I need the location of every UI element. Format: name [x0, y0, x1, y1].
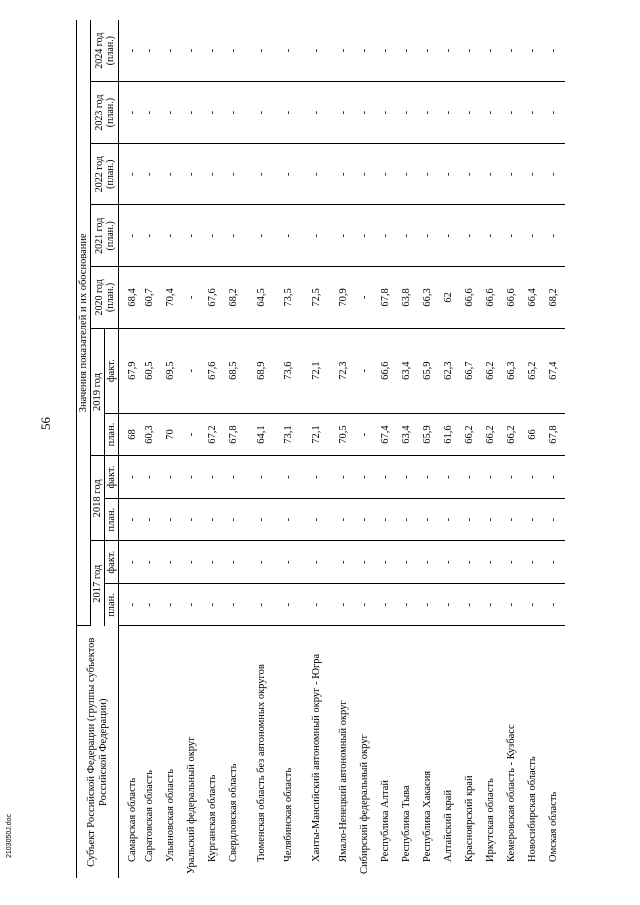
- value-cell: -: [355, 143, 376, 205]
- table-row: [544, 20, 565, 878]
- value-cell: -: [161, 498, 182, 541]
- value-cell: -: [460, 82, 481, 144]
- value-cell: 67,6: [203, 267, 224, 329]
- value-cell: 63,4: [397, 413, 418, 456]
- value-cell: 61,6: [439, 413, 460, 456]
- value-cell: -: [279, 541, 300, 584]
- value-cell: -: [203, 456, 224, 499]
- value-cell: -: [439, 82, 460, 144]
- value-cell: -: [418, 583, 439, 626]
- value-cell: -: [544, 456, 565, 499]
- value-cell: -: [279, 143, 300, 205]
- value-cell: 63,4: [397, 328, 418, 413]
- value-cell: -: [182, 267, 203, 329]
- value-cell: -: [523, 143, 544, 205]
- value-cell: -: [245, 205, 279, 267]
- value-cell: -: [355, 583, 376, 626]
- value-cell: -: [418, 82, 439, 144]
- value-cell: -: [460, 20, 481, 82]
- region-name-cell: Республика Тыва: [401, 785, 413, 862]
- value-cell: -: [481, 498, 502, 541]
- region-name-cell: Тюменская область без автономных округов: [255, 664, 267, 862]
- value-cell: -: [140, 583, 161, 626]
- value-cell: -: [376, 456, 397, 499]
- value-cell: -: [279, 456, 300, 499]
- value-cell: -: [544, 143, 565, 205]
- plan-2018-header: план.: [105, 498, 119, 541]
- value-cell: -: [224, 541, 245, 584]
- value-cell: 60,3: [140, 413, 161, 456]
- value-cell: 68,2: [224, 267, 245, 329]
- value-cell: 73,6: [279, 328, 300, 413]
- value-cell: -: [182, 20, 203, 82]
- value-cell: -: [203, 143, 224, 205]
- table-row: [334, 20, 355, 878]
- fact-2017-header: факт.: [105, 541, 119, 584]
- value-cell: -: [182, 456, 203, 499]
- value-cell: 62: [439, 267, 460, 329]
- value-cell: -: [523, 541, 544, 584]
- table-row: [119, 20, 140, 878]
- value-cell: -: [376, 82, 397, 144]
- region-name-cell: Саратовская область: [144, 770, 156, 862]
- value-cell: 67,8: [224, 413, 245, 456]
- value-cell: 60,5: [140, 328, 161, 413]
- table-row: [203, 20, 224, 878]
- value-cell: -: [245, 82, 279, 144]
- value-cell: -: [439, 498, 460, 541]
- value-cell: -: [300, 82, 334, 144]
- table-row: [481, 20, 502, 878]
- value-cell: -: [224, 456, 245, 499]
- value-cell: -: [355, 205, 376, 267]
- value-cell: -: [279, 583, 300, 626]
- value-cell: -: [140, 456, 161, 499]
- value-cell: 73,5: [279, 267, 300, 329]
- table-row: [355, 20, 376, 878]
- table-header: [77, 20, 119, 878]
- value-cell: 62,3: [439, 328, 460, 413]
- value-cell: -: [119, 541, 140, 584]
- value-cell: -: [397, 205, 418, 267]
- value-cell: -: [119, 583, 140, 626]
- value-cell: -: [418, 541, 439, 584]
- value-cell: -: [334, 541, 355, 584]
- value-cell: -: [119, 498, 140, 541]
- region-name-cell: Республика Хакасия: [422, 770, 434, 862]
- table-row: [418, 20, 439, 878]
- value-cell: -: [279, 498, 300, 541]
- value-cell: -: [224, 20, 245, 82]
- indicators-table: [76, 20, 565, 878]
- value-cell: -: [119, 456, 140, 499]
- value-cell: -: [245, 456, 279, 499]
- value-cell: -: [161, 456, 182, 499]
- value-cell: 68,4: [119, 267, 140, 329]
- value-cell: 66,6: [376, 328, 397, 413]
- value-cell: -: [439, 541, 460, 584]
- value-cell: -: [460, 583, 481, 626]
- region-name-cell: Новосибирская область: [527, 756, 539, 862]
- value-cell: -: [161, 205, 182, 267]
- page-number: 56: [38, 417, 53, 430]
- value-cell: -: [376, 205, 397, 267]
- value-cell: 72,3: [334, 328, 355, 413]
- table-row: [140, 20, 161, 878]
- value-cell: -: [300, 583, 334, 626]
- value-cell: -: [544, 82, 565, 144]
- value-cell: -: [140, 82, 161, 144]
- region-name-cell: Ханты-Мансийский автономный округ - Югра: [310, 653, 322, 862]
- value-cell: 66,6: [502, 267, 523, 329]
- value-cell: 73,1: [279, 413, 300, 456]
- value-cell: -: [544, 205, 565, 267]
- value-cell: -: [502, 205, 523, 267]
- value-cell: -: [397, 20, 418, 82]
- value-cell: -: [523, 20, 544, 82]
- value-cell: -: [523, 82, 544, 144]
- value-cell: -: [439, 583, 460, 626]
- value-cell: -: [224, 498, 245, 541]
- value-cell: -: [502, 541, 523, 584]
- region-name-cell: Кемеровская область - Кузбасс: [506, 724, 518, 862]
- value-cell: 66,2: [460, 413, 481, 456]
- value-cell: 66: [523, 413, 544, 456]
- value-cell: -: [203, 583, 224, 626]
- value-cell: -: [418, 20, 439, 82]
- value-cell: -: [376, 583, 397, 626]
- value-cell: 70,5: [334, 413, 355, 456]
- year-2023-header: 2023 год (план.): [91, 82, 119, 144]
- region-name-cell: Красноярский край: [464, 775, 476, 862]
- value-cell: -: [161, 82, 182, 144]
- region-name-cell: Иркутская область: [485, 778, 497, 862]
- value-cell: -: [182, 328, 203, 413]
- value-cell: -: [502, 82, 523, 144]
- value-cell: -: [502, 20, 523, 82]
- value-cell: 66,3: [502, 328, 523, 413]
- year-2018-header: 2018 год: [91, 456, 105, 541]
- value-cell: -: [439, 205, 460, 267]
- value-cell: -: [397, 498, 418, 541]
- table-row: [279, 20, 300, 878]
- value-cell: -: [355, 328, 376, 413]
- year-2022-header: 2022 год (план.): [91, 143, 119, 205]
- value-cell: 70: [161, 413, 182, 456]
- value-cell: -: [544, 541, 565, 584]
- value-cell: -: [460, 541, 481, 584]
- region-name-cell: Сибирский федеральный округ: [359, 734, 371, 874]
- value-cell: 63,8: [397, 267, 418, 329]
- value-cell: -: [119, 205, 140, 267]
- value-cell: -: [334, 498, 355, 541]
- value-cell: -: [140, 205, 161, 267]
- value-cell: -: [300, 20, 334, 82]
- table-row: [397, 20, 418, 878]
- value-cell: -: [182, 205, 203, 267]
- value-cell: -: [119, 143, 140, 205]
- value-cell: 68,5: [224, 328, 245, 413]
- value-cell: -: [460, 456, 481, 499]
- year-2017-header: 2017 год: [91, 541, 105, 626]
- value-cell: -: [224, 143, 245, 205]
- value-cell: -: [523, 583, 544, 626]
- value-cell: -: [523, 205, 544, 267]
- value-cell: -: [161, 583, 182, 626]
- table-row: [460, 20, 481, 878]
- value-cell: -: [140, 541, 161, 584]
- value-cell: -: [334, 82, 355, 144]
- value-cell: -: [523, 498, 544, 541]
- value-cell: -: [182, 413, 203, 456]
- value-cell: -: [355, 413, 376, 456]
- value-cell: -: [334, 205, 355, 267]
- value-cell: 70,9: [334, 267, 355, 329]
- value-cell: 67,8: [376, 267, 397, 329]
- value-cell: -: [119, 82, 140, 144]
- region-name-cell: Свердловская область: [228, 763, 240, 862]
- value-cell: -: [334, 143, 355, 205]
- value-cell: -: [182, 143, 203, 205]
- value-cell: -: [279, 205, 300, 267]
- value-cell: -: [203, 82, 224, 144]
- value-cell: 65,9: [418, 413, 439, 456]
- plan-2019-header: план.: [105, 413, 119, 456]
- value-cell: 68,9: [245, 328, 279, 413]
- year-2019-header: 2019 год: [91, 328, 105, 456]
- value-cell: -: [203, 498, 224, 541]
- value-cell: 65,9: [418, 328, 439, 413]
- value-cell: -: [397, 82, 418, 144]
- value-cell: -: [182, 498, 203, 541]
- value-cell: -: [245, 20, 279, 82]
- value-cell: 68,2: [544, 267, 565, 329]
- value-cell: -: [376, 541, 397, 584]
- value-cell: -: [300, 541, 334, 584]
- table-row: [439, 20, 460, 878]
- region-name-cell: Курганская область: [207, 774, 219, 862]
- region-name-cell: Республика Алтай: [380, 779, 392, 862]
- value-cell: 66,2: [481, 328, 502, 413]
- value-cell: -: [397, 583, 418, 626]
- value-cell: 67,6: [203, 328, 224, 413]
- value-cell: -: [460, 205, 481, 267]
- value-cell: -: [161, 541, 182, 584]
- value-cell: -: [376, 498, 397, 541]
- value-cell: -: [245, 541, 279, 584]
- value-cell: -: [439, 143, 460, 205]
- value-cell: -: [397, 541, 418, 584]
- year-2024-header: 2024 год (план.): [91, 20, 119, 82]
- value-cell: -: [300, 498, 334, 541]
- table-row: [523, 20, 544, 878]
- value-cell: -: [224, 82, 245, 144]
- value-cell: 60,7: [140, 267, 161, 329]
- year-2021-header: 2021 год (план.): [91, 205, 119, 267]
- value-cell: 70,4: [161, 267, 182, 329]
- value-cell: -: [161, 20, 182, 82]
- value-cell: 72,5: [300, 267, 334, 329]
- value-cell: 65,2: [523, 328, 544, 413]
- value-cell: 66,2: [502, 413, 523, 456]
- value-cell: 67,2: [203, 413, 224, 456]
- table-row: [245, 20, 279, 878]
- subject-column-header: Субъект Российской Федерации (группы субъектов Российской Федерации): [77, 626, 119, 878]
- rotated-table-container: [76, 20, 631, 878]
- value-cell: -: [481, 583, 502, 626]
- value-cell: -: [481, 143, 502, 205]
- value-cell: 66,7: [460, 328, 481, 413]
- value-cell: -: [418, 456, 439, 499]
- value-cell: -: [523, 456, 544, 499]
- value-cell: -: [376, 20, 397, 82]
- value-cell: 66,4: [523, 267, 544, 329]
- value-cell: -: [355, 20, 376, 82]
- value-cell: -: [224, 583, 245, 626]
- table-row: [224, 20, 245, 878]
- value-cell: -: [397, 456, 418, 499]
- value-cell: -: [355, 456, 376, 499]
- value-cell: -: [460, 143, 481, 205]
- value-cell: 64,1: [245, 413, 279, 456]
- value-cell: 67,9: [119, 328, 140, 413]
- value-cell: 66,2: [481, 413, 502, 456]
- value-cell: -: [334, 583, 355, 626]
- value-cell: -: [481, 541, 502, 584]
- plan-2017-header: план.: [105, 583, 119, 626]
- value-cell: -: [439, 20, 460, 82]
- value-cell: -: [161, 143, 182, 205]
- value-cell: -: [245, 143, 279, 205]
- value-cell: 72,1: [300, 413, 334, 456]
- value-cell: -: [300, 456, 334, 499]
- value-cell: -: [300, 205, 334, 267]
- value-cell: -: [544, 498, 565, 541]
- value-cell: 67,4: [544, 328, 565, 413]
- value-cell: -: [182, 583, 203, 626]
- value-cell: 64,5: [245, 267, 279, 329]
- value-cell: -: [439, 456, 460, 499]
- value-cell: -: [182, 82, 203, 144]
- value-cell: 67,4: [376, 413, 397, 456]
- year-2020-header: 2020 год (план.): [91, 267, 119, 329]
- footer-filename: 2103050J.doc: [6, 814, 13, 858]
- value-cell: -: [279, 82, 300, 144]
- value-cell: -: [376, 143, 397, 205]
- value-cell: 69,5: [161, 328, 182, 413]
- value-cell: -: [418, 498, 439, 541]
- value-cell: -: [544, 20, 565, 82]
- value-cell: -: [355, 82, 376, 144]
- value-cell: -: [355, 541, 376, 584]
- value-cell: -: [397, 143, 418, 205]
- value-cell: 67,8: [544, 413, 565, 456]
- table-row: [182, 20, 203, 878]
- value-cell: -: [502, 456, 523, 499]
- fact-2019-header: факт.: [105, 328, 119, 413]
- fact-2018-header: факт.: [105, 456, 119, 499]
- value-cell: -: [300, 143, 334, 205]
- value-cell: -: [140, 498, 161, 541]
- value-cell: -: [203, 205, 224, 267]
- region-name-cell: Самарская область: [127, 777, 139, 862]
- region-name-cell: Алтайский край: [443, 789, 455, 862]
- table-body: [119, 20, 565, 878]
- value-cell: -: [182, 541, 203, 584]
- value-cell: -: [140, 20, 161, 82]
- value-cell: -: [334, 20, 355, 82]
- value-cell: -: [481, 456, 502, 499]
- values-group-header: Значения показателей и их обоснование: [77, 20, 91, 626]
- region-name-cell: Ульяновская область: [165, 769, 177, 862]
- table-row: [502, 20, 523, 878]
- value-cell: -: [481, 82, 502, 144]
- table-row: [161, 20, 182, 878]
- region-name-cell: Ямало-Ненецкий автономный округ: [338, 700, 350, 862]
- table-row: [300, 20, 334, 878]
- value-cell: -: [502, 143, 523, 205]
- value-cell: -: [544, 583, 565, 626]
- value-cell: -: [245, 498, 279, 541]
- value-cell: 72,1: [300, 328, 334, 413]
- value-cell: -: [334, 456, 355, 499]
- value-cell: 66,3: [418, 267, 439, 329]
- value-cell: -: [119, 20, 140, 82]
- value-cell: -: [460, 498, 481, 541]
- table-row: [376, 20, 397, 878]
- value-cell: -: [355, 267, 376, 329]
- value-cell: -: [279, 20, 300, 82]
- value-cell: -: [140, 143, 161, 205]
- value-cell: -: [418, 205, 439, 267]
- region-name-cell: Челябинская область: [283, 767, 295, 862]
- value-cell: -: [224, 205, 245, 267]
- value-cell: 66,6: [460, 267, 481, 329]
- value-cell: 66,6: [481, 267, 502, 329]
- value-cell: -: [355, 498, 376, 541]
- value-cell: -: [502, 583, 523, 626]
- region-name-cell: Омская область: [548, 791, 560, 862]
- region-name-cell: Уральский федеральный округ: [186, 736, 198, 874]
- value-cell: 68: [119, 413, 140, 456]
- value-cell: -: [245, 583, 279, 626]
- value-cell: -: [203, 20, 224, 82]
- value-cell: -: [203, 541, 224, 584]
- value-cell: -: [418, 143, 439, 205]
- value-cell: -: [502, 498, 523, 541]
- value-cell: -: [481, 20, 502, 82]
- value-cell: -: [481, 205, 502, 267]
